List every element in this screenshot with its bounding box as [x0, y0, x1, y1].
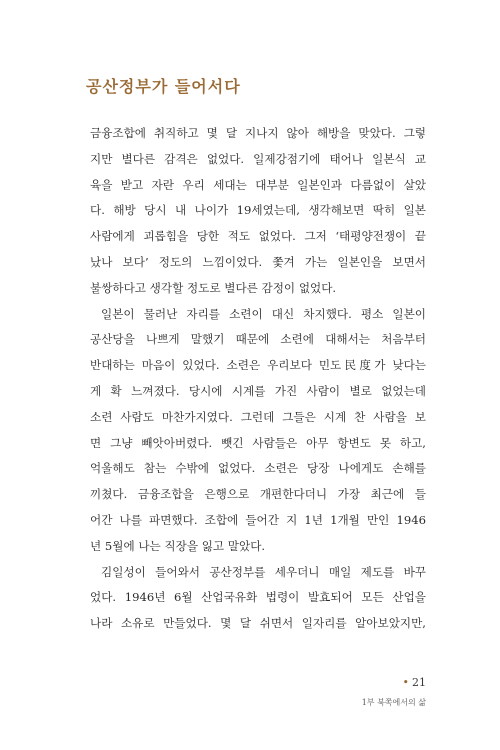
running-footer: 1부 북쪽에서의 삶 [361, 698, 426, 707]
text-line: 다. 해방 당시 내 나이가 19세였는데, 생각해보면 딱히 일본 [90, 203, 426, 218]
text-line: 금융조합에 취직하고 몇 달 지나지 않아 해방을 맞았다. 그렇 [90, 126, 426, 140]
paragraph [90, 560, 426, 637]
text-line: 반대하는 마음이 있었다. 소련은 우리보다 민도民度가 낮다는 [90, 358, 426, 373]
text-line: 게 확 느껴졌다. 당시에 시계를 가진 사람이 별로 없었는데 [90, 383, 426, 398]
text-line: 년 5월에 나는 직장을 잃고 말았다. [90, 538, 266, 553]
text-line: 불쌍하다고 생각할 정도로 별다른 감정이 없었다. [90, 280, 337, 295]
text-line: 일본이 물러난 자리를 소련이 대신 차지했다. 평소 일본이 [101, 306, 426, 321]
paragraph [90, 121, 426, 302]
text-line: 났나 보다’ 정도의 느낌이었다. 쫓겨 가는 일본인을 보면서 [90, 254, 426, 269]
text-line: 어간 나를 파면했다. 조합에 들어간 지 1년 1개월 만인 1946 [90, 512, 426, 527]
text-line: 육을 받고 자란 우리 세대는 대부분 일본인과 다름없이 살았 [90, 177, 426, 192]
text-line: 김일성이 들어와서 공산정부를 세우더니 매일 제도를 바꾸 [101, 564, 426, 579]
text-line: 억울해도 참는 수밖에 없었다. 소련은 당장 나에게도 손해를 [90, 461, 426, 476]
text-line: 끼쳤다. 금융조합을 은행으로 개편한다더니 가장 최근에 들 [90, 487, 426, 502]
paragraph [90, 302, 426, 560]
section-title: 공산정부가 들어서다 [86, 77, 241, 96]
page-number [403, 676, 427, 689]
text-line: 지만 별다른 감격은 없었다. 일제강점기에 태어나 일본식 교 [90, 151, 426, 166]
text-line: 공산당을 나쁘게 말했기 때문에 소련에 대해서는 처음부터 [90, 332, 426, 347]
page-number-value: 21 [412, 676, 426, 689]
text-line: 었다. 1946년 6월 산업국유화 법령이 발효되어 모든 산업을 [90, 590, 426, 605]
text-line: 사람에게 괴롭힘을 당한 적도 없었다. 그저 ‘태평양전쟁이 끝 [90, 229, 426, 244]
text-line: 소련 사람도 마찬가지였다. 그런데 그들은 시계 찬 사람을 보 [90, 409, 426, 424]
text-line: 나라 소유로 만들었다. 몇 달 쉬면서 일자리를 알아보았지만, [90, 616, 426, 631]
text-line: 면 그냥 빼앗아버렸다. 뺏긴 사람들은 아무 항변도 못 하고, [90, 435, 426, 450]
body-text [90, 121, 426, 637]
bullet-icon: • [402, 676, 409, 689]
